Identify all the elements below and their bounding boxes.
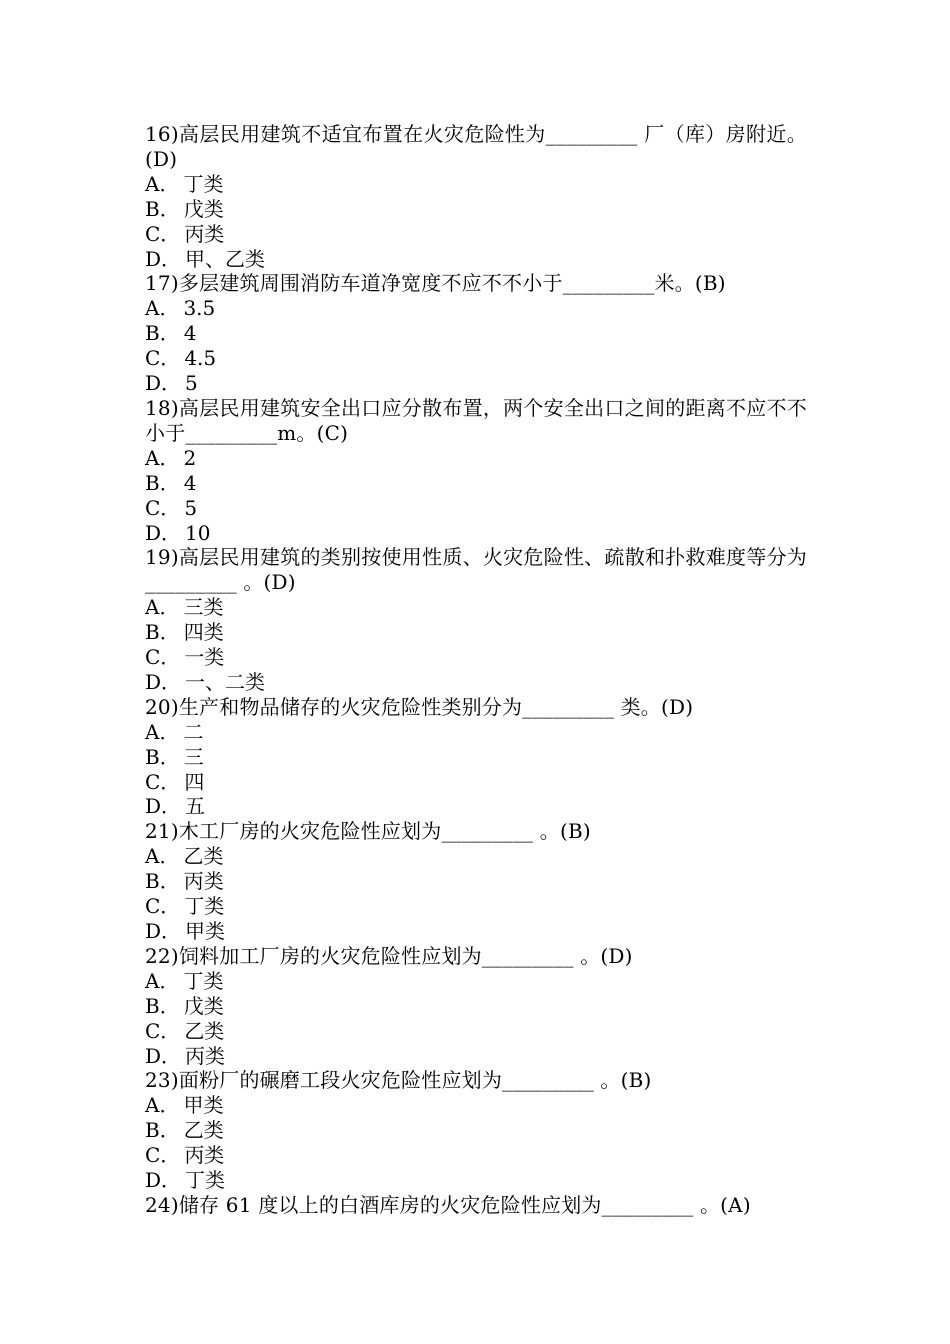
- option-text: 四: [184, 769, 205, 794]
- question-list: [145, 122, 807, 1218]
- question-stem-text: 21)木工厂房的火灾危险性应划为_________ 。(B): [145, 819, 591, 844]
- option-label: A．: [145, 296, 180, 321]
- question-stem: [145, 271, 807, 296]
- option-label: C．: [145, 495, 181, 520]
- option-text: 三类: [183, 595, 224, 620]
- option-text: 乙类: [183, 844, 224, 869]
- option-label: A．: [145, 1093, 180, 1118]
- option-text: 5: [184, 495, 198, 520]
- answer-option: [145, 794, 807, 819]
- option-text: 甲类: [185, 919, 226, 943]
- option-text: 5: [185, 371, 198, 396]
- question-block: [145, 545, 807, 694]
- option-label: C．: [145, 894, 181, 919]
- option-label: B．: [145, 470, 180, 495]
- option-label: D．: [145, 520, 182, 545]
- answer-option: [145, 371, 807, 396]
- option-text: 10: [185, 520, 211, 545]
- option-text: 2: [183, 445, 197, 470]
- option-text: 3.5: [183, 296, 216, 321]
- option-label: B．: [145, 1118, 180, 1143]
- option-label: A．: [145, 595, 180, 620]
- answer-option: [145, 321, 807, 346]
- question-block: [145, 1068, 807, 1193]
- answer-option: [145, 247, 807, 272]
- question-stem: [145, 944, 807, 969]
- option-label: D．: [145, 794, 182, 819]
- question-stem: [145, 122, 807, 172]
- answer-option: [145, 620, 807, 645]
- question-block: [145, 819, 807, 944]
- option-label: C．: [145, 221, 181, 246]
- answer-option: [145, 1093, 807, 1118]
- option-label: C．: [145, 346, 181, 371]
- answer-option: [145, 844, 807, 869]
- option-label: B．: [145, 196, 180, 221]
- question-stem-text: 16)高层民用建筑不适宜布置在火灾危险性为_________ 厂（库）房附近。(D): [145, 122, 807, 171]
- option-text: 丙类: [183, 869, 224, 894]
- question-stem: [145, 1193, 807, 1218]
- answer-option: [145, 471, 807, 496]
- option-label: D．: [145, 246, 182, 271]
- option-text: 丙类: [184, 221, 225, 246]
- question-block: [145, 122, 807, 271]
- option-label: A．: [145, 844, 180, 869]
- option-label: A．: [145, 719, 180, 744]
- answer-option: [145, 670, 807, 695]
- option-label: D．: [145, 371, 182, 396]
- answer-option: [145, 1044, 807, 1069]
- answer-option: [145, 1019, 807, 1044]
- answer-option: [145, 770, 807, 795]
- option-text: 甲类: [183, 1093, 224, 1118]
- option-text: 丙类: [184, 1143, 225, 1168]
- question-block: [145, 396, 807, 545]
- option-text: 戊类: [183, 993, 224, 1018]
- question-stem-text: 23)面粉厂的碾磨工段火灾危险性应划为_________ 。(B): [145, 1068, 652, 1093]
- answer-option: [145, 521, 807, 546]
- option-label: C．: [145, 1018, 181, 1043]
- answer-option: [145, 222, 807, 247]
- question-block: [145, 695, 807, 820]
- answer-option: [145, 869, 807, 894]
- option-label: A．: [145, 445, 180, 470]
- option-label: C．: [145, 1143, 181, 1168]
- option-label: B．: [145, 993, 180, 1018]
- question-stem-text: 17)多层建筑周围消防车道净宽度不应不不小于_________米。(B): [145, 271, 726, 296]
- answer-option: [145, 595, 807, 620]
- option-text: 4: [183, 321, 197, 346]
- option-text: 一、二类: [185, 669, 266, 694]
- option-label: B．: [145, 744, 180, 769]
- answer-option: [145, 1118, 807, 1143]
- option-text: 甲、乙类: [185, 246, 266, 271]
- question-block: [145, 944, 807, 1069]
- answer-option: [145, 1168, 807, 1193]
- answer-option: [145, 296, 807, 321]
- option-label: D．: [145, 1043, 182, 1068]
- option-text: 丙类: [185, 1043, 226, 1068]
- option-label: A．: [145, 171, 180, 196]
- option-text: 丁类: [185, 1168, 226, 1193]
- answer-option: [145, 745, 807, 770]
- option-label: C．: [145, 645, 181, 670]
- option-text: 二: [183, 719, 204, 744]
- option-text: 一类: [184, 645, 225, 670]
- question-stem-text: 19)高层民用建筑的类别按使用性质、火灾危险性、疏散和扑救难度等分为_________ 。(D): [145, 545, 807, 595]
- option-label: B．: [145, 869, 180, 894]
- option-text: 丁类: [183, 171, 224, 196]
- answer-option: [145, 197, 807, 222]
- option-label: D．: [145, 1168, 182, 1193]
- option-label: B．: [145, 321, 180, 346]
- option-label: A．: [145, 968, 180, 993]
- answer-option: [145, 720, 807, 745]
- option-text: 丁类: [183, 968, 224, 993]
- question-stem: [145, 1068, 807, 1093]
- option-text: 4.5: [184, 346, 217, 371]
- answer-option: [145, 645, 807, 670]
- option-text: 乙类: [184, 1018, 225, 1043]
- option-label: D．: [145, 669, 182, 694]
- answer-option: [145, 1143, 807, 1168]
- answer-option: [145, 346, 807, 371]
- option-text: 4: [183, 470, 197, 495]
- option-label: D．: [145, 919, 182, 943]
- option-text: 五: [185, 794, 206, 819]
- answer-option: [145, 919, 807, 944]
- answer-option: [145, 496, 807, 521]
- question-stem: [145, 396, 807, 446]
- option-text: 三: [183, 744, 204, 769]
- option-text: 乙类: [183, 1118, 224, 1143]
- question-stem-text: 18)高层民用建筑安全出口应分散布置，两个安全出口之间的距离不应不不小于_________m。(C): [145, 395, 807, 445]
- question-block: [145, 271, 807, 396]
- answer-option: [145, 172, 807, 197]
- answer-option: [145, 994, 807, 1019]
- option-text: 丁类: [184, 894, 225, 919]
- question-stem: [145, 819, 807, 844]
- question-stem: [145, 545, 807, 595]
- question-stem-text: 22)饲料加工厂房的火灾危险性应划为_________ 。(D): [145, 943, 633, 968]
- answer-option: [145, 894, 807, 919]
- question-stem-text: 24)储存 61 度以上的白酒库房的火灾危险性应划为_________ 。(A): [145, 1192, 751, 1217]
- option-text: 戊类: [183, 196, 224, 221]
- question-stem-text: 20)生产和物品储存的火灾危险性类别分为_________ 类。(D): [145, 694, 694, 719]
- answer-option: [145, 969, 807, 994]
- question-stem: [145, 695, 807, 720]
- option-text: 四类: [183, 620, 224, 645]
- option-label: B．: [145, 620, 180, 645]
- answer-option: [145, 446, 807, 471]
- question-block: [145, 1193, 807, 1218]
- option-label: C．: [145, 769, 181, 794]
